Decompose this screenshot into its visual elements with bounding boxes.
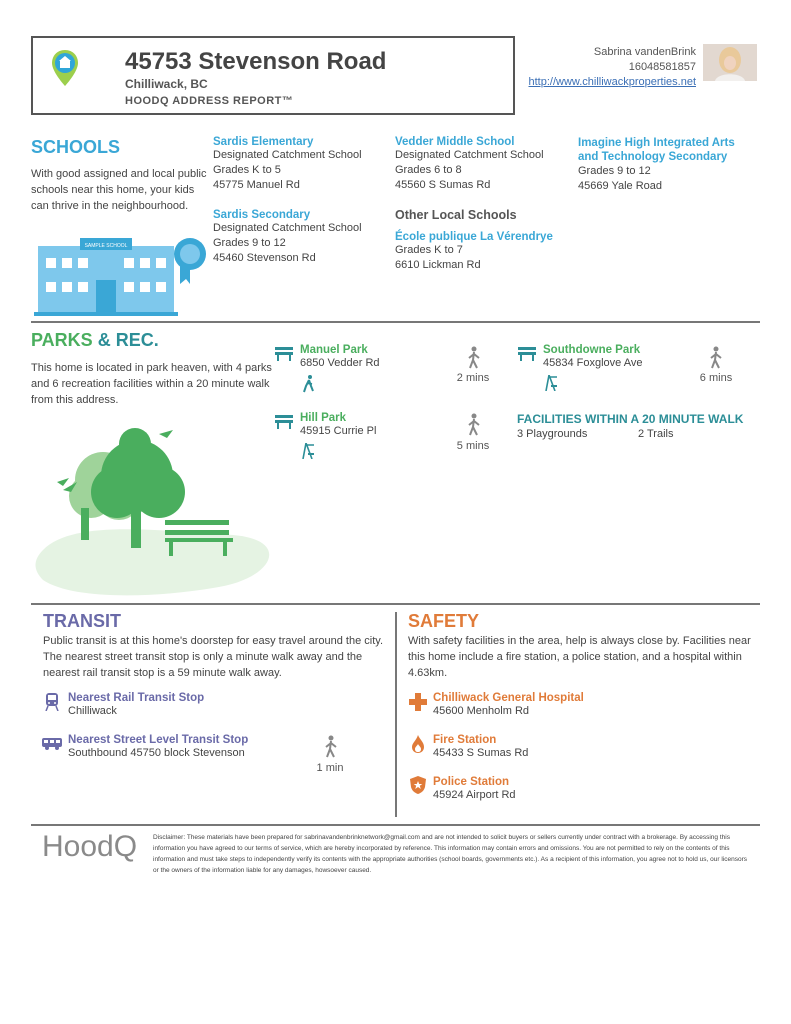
walk-time: 2 mins [456, 372, 490, 384]
school-item [395, 231, 585, 273]
agent-info [528, 45, 696, 90]
rail-stop-label[interactable]: Nearest Rail Transit Stop [68, 692, 205, 704]
park-name[interactable]: Hill Park [300, 412, 347, 424]
park-item [300, 344, 380, 371]
school-grades: Grades 9 to 12 [578, 165, 651, 177]
parks-title-a: PARKS [31, 330, 93, 350]
school-address: 45560 S Sumas Rd [395, 179, 491, 191]
school-type: Designated Catchment School [213, 222, 362, 234]
school-grades: Grades 6 to 8 [395, 164, 462, 176]
safety-item [433, 776, 516, 803]
school-type: Designated Catchment School [395, 149, 544, 161]
schools-title: SCHOOLS [31, 137, 121, 157]
facilities-heading: FACILITIES WITHIN A 20 MINUTE WALK [517, 412, 744, 426]
walking-person-icon [466, 346, 482, 370]
parks-description: This home is located in park heaven, with 4 parks and 6 recreation facilities within a 20 minute walk from this address. [31, 362, 272, 406]
park-name[interactable]: Southdowne Park [543, 344, 641, 356]
address-city: Chilliwack, BC [125, 77, 208, 91]
fire-icon [411, 735, 425, 753]
school-grades: Grades 9 to 12 [213, 237, 286, 249]
school-item [578, 136, 738, 194]
park-address: 45915 Currie Pl [300, 425, 377, 437]
walking-person-icon [708, 346, 724, 370]
safety-title: SAFETY [408, 611, 480, 631]
park-bench-icon [518, 347, 536, 361]
schools-description: With good assigned and local public schools near this home, your kids can thrive in the neighbourhood. [31, 168, 207, 212]
school-name[interactable]: Imagine High Integrated Arts and Technology Secondary [578, 137, 735, 163]
playground-icon [302, 443, 316, 459]
school-type: Designated Catchment School [213, 149, 362, 161]
walking-person-icon [323, 735, 339, 759]
safety-address: 45924 Airport Rd [433, 789, 516, 801]
safety-name[interactable]: Police Station [433, 776, 510, 788]
location-pin-icon [50, 48, 80, 88]
safety-address: 45433 S Sumas Rd [433, 747, 529, 759]
section-divider [31, 603, 760, 605]
safety-description: With safety facilities in the area, help is always close by. Facilities near this home include a fire station, a police station, and a hospital within 4.63km. [408, 635, 751, 679]
school-name[interactable]: Sardis Elementary [213, 136, 314, 148]
school-address: 45775 Manuel Rd [213, 179, 300, 191]
park-address: 6850 Vedder Rd [300, 357, 380, 369]
avatar-photo-icon [703, 44, 757, 81]
school-address: 6610 Lickman Rd [395, 259, 481, 271]
park-name[interactable]: Manuel Park [300, 344, 368, 356]
park-item [543, 344, 642, 371]
facility-count: 3 Playgrounds [517, 428, 588, 440]
school-item [213, 209, 393, 266]
school-grades: Grades K to 5 [213, 164, 281, 176]
disclaimer-text: Disclaimer: These materials have been prepared for sabrinavandenbrinknetwork@gmail.com and are not intended to solicit buyers or sellers currently under contract with a brokerage. By accessing this information you have agreed to our terms of service, which are hereby incorporated by reference. This information may contain errors and omissions. You are not permitted to rely on the contents of this information and must take steps to independently verify its contents with the appropriate authorities (school boards, governments etc.). As a recipient of this information, you agree not to hold us, our licensors or the owners of the information liable for any damages, howsoever caused. [153, 834, 747, 874]
address-title: 45753 Stevenson Road [125, 48, 387, 75]
report-label: HOODQ ADDRESS REPORT™ [125, 95, 294, 107]
safety-item [433, 692, 584, 719]
street-stop-value: Southbound 45750 block Stevenson [68, 747, 245, 759]
school-address: 45460 Stevenson Rd [213, 252, 316, 264]
parks-title [31, 330, 159, 351]
transit-title: TRANSIT [43, 611, 121, 631]
street-stop-label[interactable]: Nearest Street Level Transit Stop [68, 734, 249, 746]
safety-name[interactable]: Chilliwack General Hospital [433, 692, 584, 704]
park-trees-icon [33, 420, 273, 600]
column-divider [395, 612, 397, 817]
facility-count: 2 Trails [638, 428, 674, 440]
agent-name: Sabrina vandenBrink [593, 46, 696, 58]
parks-title-b: & REC. [97, 330, 159, 350]
bus-icon [42, 738, 62, 750]
walk-time: 1 min [316, 762, 344, 774]
park-item [300, 412, 376, 439]
park-bench-icon [275, 347, 293, 361]
hoodq-logo: HoodQ [42, 830, 138, 863]
walking-person-icon [466, 413, 482, 437]
playground-icon [545, 375, 559, 391]
park-address: 45834 Foxglove Ave [543, 357, 643, 369]
school-grades: Grades K to 7 [395, 244, 463, 256]
transit-description: Public transit is at this home's doorstep for easy travel around the city. The nearest street transit stop is only a minute walk away and the nearest rail transit stop is a 59 minute walk away. [43, 635, 384, 679]
section-divider [31, 321, 760, 323]
school-item [213, 136, 393, 193]
street-stop [68, 734, 248, 761]
safety-name[interactable]: Fire Station [433, 734, 497, 746]
agent-phone: 16048581857 [628, 61, 696, 73]
school-building-icon [34, 232, 210, 318]
safety-item [433, 734, 528, 761]
school-item [395, 136, 575, 193]
school-name[interactable]: Sardis Secondary [213, 209, 311, 221]
school-name[interactable]: Vedder Middle School [395, 136, 515, 148]
walk-time: 6 mins [699, 372, 733, 384]
rail-stop-value: Chilliwack [68, 705, 117, 717]
school-name[interactable]: École publique La Vérendrye [395, 231, 553, 243]
school-sign-text: SAMPLE SCHOOL [84, 243, 128, 249]
other-schools-heading: Other Local Schools [395, 208, 517, 222]
walk-time: 5 mins [456, 440, 490, 452]
train-icon [45, 693, 59, 711]
hospital-cross-icon [409, 693, 427, 711]
avatar [703, 44, 757, 81]
agent-website-link[interactable]: http://www.chilliwackproperties.net [528, 76, 696, 88]
rail-stop [68, 692, 204, 719]
park-bench-icon [275, 415, 293, 429]
trail-runner-icon [303, 375, 315, 393]
police-badge-icon [410, 776, 426, 794]
footer-divider [31, 824, 760, 826]
safety-address: 45600 Menholm Rd [433, 705, 530, 717]
school-address: 45669 Yale Road [578, 180, 662, 192]
